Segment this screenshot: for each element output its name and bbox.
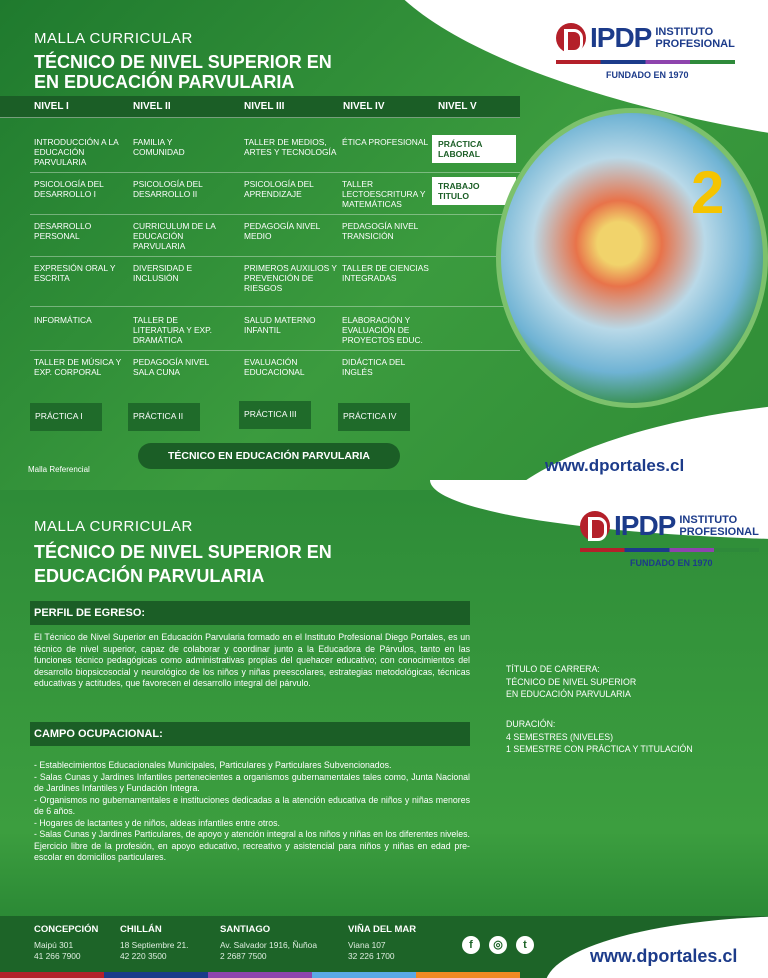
course-cell: EXPRESIÓN ORAL Y ESCRITA — [34, 263, 116, 283]
city-address — [348, 940, 395, 962]
course-cell: DIVERSIDAD E INCLUSIÓN — [133, 263, 193, 283]
website-link[interactable]: www.dportales.cl — [590, 946, 738, 966]
level-1: NIVEL I — [34, 101, 69, 112]
course-cell: TALLER DE LITERATURA Y EXP. DRAMÁTICA — [133, 315, 212, 345]
logo-bar — [580, 548, 759, 552]
malla-label: MALLA CURRICULAR — [34, 30, 193, 47]
course-cell: TALLER DE MEDIOS, ARTES Y TECNOLOGÍA — [244, 137, 337, 157]
course-cell: PSICOLOGÍA DEL DESARROLLO I — [34, 179, 104, 199]
course-cell: CURRICULUM DE LA EDUCACIÓN PARVULARIA — [133, 221, 216, 251]
level-2: NIVEL II — [133, 101, 171, 112]
address: Maipú 301 — [34, 940, 74, 950]
city-name: CHILLÁN — [120, 924, 162, 935]
course-cell: TALLER DE MÚSICA Y EXP. CORPORAL — [34, 357, 122, 377]
logo-line2: PROFESIONAL — [679, 526, 759, 538]
city-name: SANTIAGO — [220, 924, 271, 935]
logo-line1: INSTITUTO — [679, 514, 738, 526]
ipdp-logo — [580, 510, 759, 568]
course-cell: TALLER LECTOESCRITURA Y MATEMÁTICAS — [342, 179, 426, 209]
course-cell: INTRODUCCIÓN A LA EDUCACIÓN PARVULARIA — [34, 137, 119, 167]
duracion-line1: 4 SEMESTRES (NIVELES) — [506, 731, 614, 742]
city-address — [120, 940, 188, 962]
row-divider — [30, 350, 520, 351]
tecnico-badge: TÉCNICO EN EDUCACIÓN PARVULARIA — [138, 443, 400, 469]
logo-bar — [556, 60, 735, 64]
title-line2: EN EDUCACIÓN PARVULARIA — [34, 72, 295, 92]
practica-1: PRÁCTICA I — [30, 403, 102, 431]
title-line1: TÉCNICO DE NIVEL SUPERIOR EN — [34, 52, 332, 72]
footer — [0, 916, 768, 978]
course-cell: ELABORACIÓN Y EVALUACIÓN DE PROYECTOS EDUC. — [342, 315, 423, 345]
level-5: NIVEL V — [438, 101, 477, 112]
ipdp-logo-mark-icon — [580, 511, 610, 541]
course-cell: PRIMEROS AUXILIOS Y PREVENCIÓN DE RIESGOS — [244, 263, 337, 293]
phone: 42 220 3500 — [120, 951, 167, 961]
titulo-line2: EN EDUCACIÓN PARVULARIA — [506, 689, 631, 699]
facebook-icon[interactable]: f — [462, 936, 480, 954]
ipdp-logo-mark-icon — [556, 23, 586, 53]
course-cell: PEDAGOGÍA NIVEL TRANSICIÓN — [342, 221, 419, 241]
city-name: CONCEPCIÓN — [34, 924, 99, 935]
title-line2: EDUCACIÓN PARVULARIA — [34, 566, 265, 586]
logo-fundado: FUNDADO EN 1970 — [630, 558, 713, 568]
address: Av. Salvador 1916, Ñuñoa — [220, 940, 317, 950]
levels-header — [0, 96, 520, 118]
course-cell: PSICOLOGÍA DEL DESARROLLO II — [133, 179, 203, 199]
course-cell: SALUD MATERNO INFANTIL — [244, 315, 316, 335]
address: 18 Septiembre 21. — [120, 940, 189, 950]
campo-list — [34, 760, 470, 864]
campo-item: - Salas Cunas y Jardines Infantiles pertenecientes a organismos gubernamentales tales como, Junta Nacional de Jardines Infantiles y Fundación Integra. — [34, 771, 470, 793]
nivel5-trabajo: TRABAJO TITULO — [432, 177, 516, 205]
course-cell: FAMILIA Y COMUNIDAD — [133, 137, 185, 157]
duracion-label: DURACIÓN: — [506, 719, 556, 729]
practica-4: PRÁCTICA IV — [338, 403, 410, 431]
classroom-photo — [496, 108, 768, 408]
white-wave — [470, 400, 768, 490]
website-link[interactable]: www.dportales.cl — [545, 456, 685, 475]
row-divider — [30, 214, 520, 215]
duracion-line2: 1 SEMESTRE CON PRÁCTICA Y TITULACIÓN — [506, 744, 693, 754]
titulo-label: TÍTULO DE CARRERA: — [506, 664, 600, 674]
logo-fundado: FUNDADO EN 1970 — [606, 70, 689, 80]
campo-heading: CAMPO OCUPACIONAL: — [30, 722, 470, 746]
row-divider — [30, 306, 520, 307]
level-3: NIVEL III — [244, 101, 285, 112]
course-cell: DESARROLLO PERSONAL — [34, 221, 92, 241]
twitter-icon[interactable]: t — [516, 936, 534, 954]
number-two-decoration: 2 — [691, 159, 725, 226]
city-address — [34, 940, 81, 962]
logo-line1: INSTITUTO — [655, 26, 714, 38]
course-cell: ÉTICA PROFESIONAL — [342, 137, 429, 147]
nivel5-practica: PRÁCTICA LABORAL — [432, 135, 516, 163]
ipdp-logo — [556, 22, 735, 80]
address: Viana 107 — [348, 940, 386, 950]
practica-2: PRÁCTICA II — [128, 403, 200, 431]
city-address — [220, 940, 317, 962]
campo-item: - Establecimientos Educacionales Municipales, Particulares y Particulares Subvencionados. — [34, 760, 392, 770]
instagram-icon[interactable]: ◎ — [489, 936, 507, 954]
row-divider — [30, 172, 520, 173]
level-4: NIVEL IV — [343, 101, 385, 112]
phone: 41 266 7900 — [34, 951, 81, 961]
perfil-text: El Técnico de Nivel Superior en Educación Parvularia formado en el Instituto Profesional Diego Portales, es un técnico de nivel superior, capaz de colaborar y coordinar junto a la Educadora de Párvulos, tanto en las funciones técnico pedagógicas como administrativas propias del quehacer educativo; con conocimientos del desarrollo biopsicosocial y neurológico de los niños y niñas preescolares, estrategias metodológicas, técnicas educativas y actitudes, que favorecen el desarrollo integral del párvulo. — [34, 632, 470, 688]
campo-item: - Hogares de lactantes y de niños, aldeas infantiles entre otros. — [34, 817, 280, 828]
color-strip — [0, 972, 520, 978]
logo-text: IPDP — [590, 22, 652, 53]
campo-item: - Organismos no gubernamentales e instituciones dedicadas a la atención educativa de niños y niñas menores de 6 años. — [34, 794, 470, 816]
malla-label: MALLA CURRICULAR — [34, 518, 193, 535]
phone: 2 2687 7500 — [220, 951, 267, 961]
course-cell: TALLER DE CIENCIAS INTEGRADAS — [342, 263, 429, 283]
logo-text: IPDP — [614, 510, 676, 541]
course-cell: PSICOLOGÍA DEL APRENDIZAJE — [244, 179, 314, 199]
perfil-heading: PERFIL DE EGRESO: — [30, 601, 470, 625]
phone: 32 226 1700 — [348, 951, 395, 961]
course-cell: PEDAGOGÍA NIVEL MEDIO — [244, 221, 321, 241]
course-cell: EVALUACIÓN EDUCACIONAL — [244, 357, 305, 377]
titulo-info — [506, 663, 636, 701]
city-name: VIÑA DEL MAR — [348, 924, 417, 935]
logo-line2: PROFESIONAL — [655, 38, 735, 50]
titulo-line1: TÉCNICO DE NIVEL SUPERIOR — [506, 676, 637, 687]
title-line1: TÉCNICO DE NIVEL SUPERIOR EN — [34, 542, 332, 562]
course-cell: INFORMÁTICA — [34, 315, 92, 325]
course-cell: DIDÁCTICA DEL INGLÉS — [342, 357, 405, 377]
row-divider — [30, 256, 520, 257]
practica-3: PRÁCTICA III — [239, 401, 311, 429]
bottom-flyer — [0, 490, 768, 978]
duracion-info — [506, 718, 693, 756]
malla-referencial: Malla Referencial — [28, 465, 90, 474]
campo-item: - Salas Cunas y Jardines Particulares, de apoyo y atención integral a los niños y niñas en los diferentes niveles. Ejercicio libre de la profesión, en apoyo educativo, recreativo y asistencial para niños y niñas en edad pre-escolar en domicilios particulares. — [34, 829, 470, 862]
course-cell: PEDAGOGÍA NIVEL SALA CUNA — [133, 357, 210, 377]
